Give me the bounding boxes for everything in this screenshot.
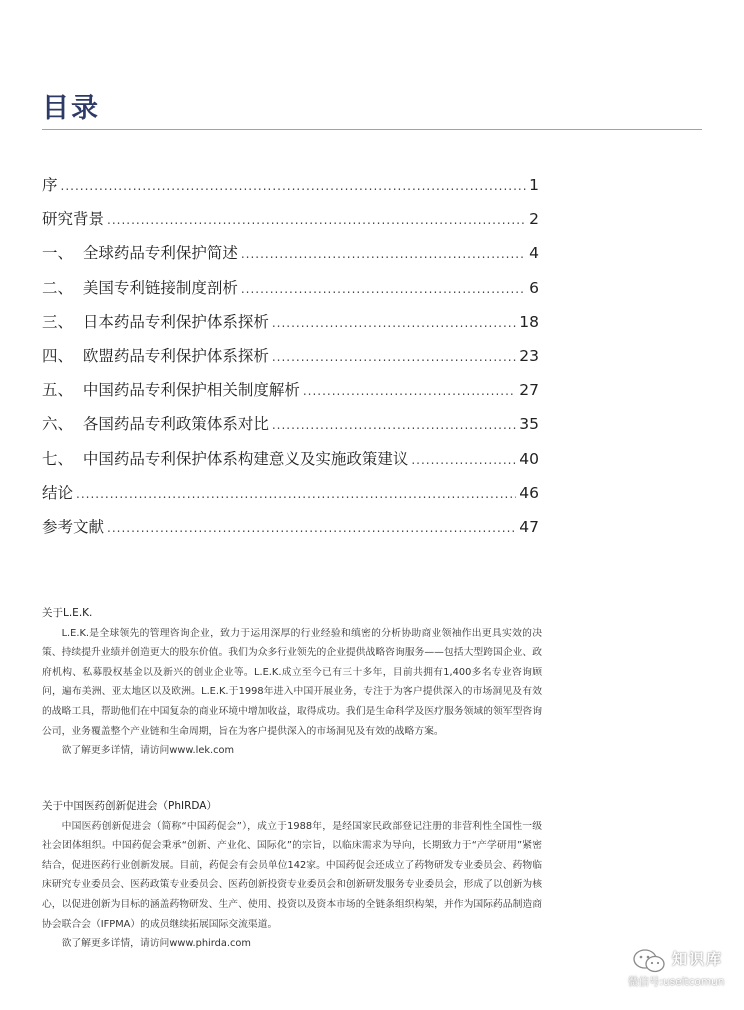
toc-leader-dots xyxy=(272,350,516,364)
toc-entry[interactable] xyxy=(42,447,539,481)
toc-entry-title: 参考文献 xyxy=(42,517,105,536)
toc-entry-page: 23 xyxy=(519,346,539,365)
toc-entry[interactable] xyxy=(42,310,539,344)
toc-entry-title: 七、 中国药品专利保护体系构建意义及实施政策建议 xyxy=(42,449,409,468)
toc-entry-page: 4 xyxy=(529,244,539,263)
watermark-name: 知识库 xyxy=(672,950,724,968)
toc-leader-dots xyxy=(411,453,516,467)
toc-leader-dots xyxy=(272,316,516,330)
about-lek-heading: 关于L.E.K. xyxy=(42,607,93,619)
watermark xyxy=(628,946,738,996)
page-title: 目录 xyxy=(42,93,100,124)
title-divider xyxy=(42,129,702,130)
toc-entry-title: 六、 各国药品专利政策体系对比 xyxy=(42,415,269,434)
toc-entry-title: 二、 美国专利链接制度剖析 xyxy=(42,278,238,297)
toc-entry[interactable] xyxy=(42,378,539,412)
toc-entry-page: 46 xyxy=(519,483,539,502)
toc-entry-title: 四、 欧盟药品专利保护体系探析 xyxy=(42,346,269,365)
toc-entry-page: 40 xyxy=(519,449,539,468)
about-phirda-body: 中国医药创新促进会（简称“中国药促会”），成立于1988年，是经国家民政部登记注册的非营利性全国性一级社会团体组织。中国药促会秉承“创新、产业化、国际化”的宗旨，以临床需求为导向，长期致力于“产学研用”紧密结合，促进医药行业创新发展。目前，药促会有会员单位142家。中国药促会还成立了药物研发专业委员会、药物临床研究专业委员会、医药政策专业委员会、医药创新投资专业委员会和创新研发服务专业委员会，形成了以创新为核心，以促进创新为目标的涵盖药物研发、生产、使用、投资以及资本市场的全链条组织构架，并作为国际药品制造商协会联合会（IFPMA）的成员继续拓展国际交流渠道。 xyxy=(42,820,542,930)
toc-entry-title: 序 xyxy=(42,176,58,194)
toc-entry-page: 1 xyxy=(529,176,539,194)
toc-entry-page: 6 xyxy=(529,278,539,297)
toc-leader-dots xyxy=(61,179,527,193)
about-phirda-more-info: 欲了解更多详情，请访问www.phirda.com xyxy=(61,938,251,950)
toc-entry-title: 结论 xyxy=(42,483,74,502)
wechat-icon xyxy=(628,946,672,976)
toc-entry-page: 18 xyxy=(519,312,539,331)
toc-entry-page: 2 xyxy=(529,210,539,229)
about-lek-more-info: 欲了解更多详情，请访问www.lek.com xyxy=(61,745,235,757)
toc-entry[interactable] xyxy=(42,241,539,275)
toc-leader-dots xyxy=(303,384,516,398)
toc-leader-dots xyxy=(107,521,516,535)
toc-entry-page: 27 xyxy=(519,381,539,400)
toc-entry-page: 47 xyxy=(519,517,539,536)
toc-entry-title: 三、 日本药品专利保护体系探析 xyxy=(42,312,269,331)
about-phirda-heading: 关于中国医药创新促进会（PhIRDA） xyxy=(42,800,217,812)
toc-leader-dots xyxy=(241,282,526,296)
toc-entry[interactable] xyxy=(42,207,539,241)
about-lek-body: L.E.K.是全球领先的管理咨询企业，致力于运用深厚的行业经验和缜密的分析协助商业领袖作出更具实效的决策、持续提升业绩并创造更大的股东价值。我们为众多行业领先的企业提供战略咨询服务——包括大型跨国企业、政府机构、私募股权基金以及新兴的创业企业等。L.E.K.成立至今已有三十多年，目前共拥有1,400多名专业咨询顾问，遍布美洲、亚太地区以及欧洲。L.E.K.于1998年进入中国开展业务，专注于为客户提供深入的市场洞见及有效的战略工具，帮助他们在中国复杂的商业环境中增加收益，取得成功。我们是生命科学及医疗服务领域的领军型咨询公司，业务覆盖整个产业链和生命周期，旨在为客户提供深入的市场洞见及有效的战略方案。 xyxy=(42,627,542,737)
table-of-contents xyxy=(42,173,539,549)
toc-entry-page: 35 xyxy=(519,415,539,434)
about-phirda-section xyxy=(42,797,542,954)
toc-leader-dots xyxy=(241,247,526,261)
toc-entry[interactable] xyxy=(42,344,539,378)
toc-entry[interactable] xyxy=(42,412,539,446)
watermark-id: 微信号:useitcomun xyxy=(628,976,725,988)
toc-entry-title: 一、 全球药品专利保护简述 xyxy=(42,244,238,263)
toc-leader-dots xyxy=(107,213,526,227)
toc-leader-dots xyxy=(76,487,516,501)
toc-leader-dots xyxy=(272,418,516,432)
toc-entry[interactable] xyxy=(42,276,539,310)
toc-entry[interactable] xyxy=(42,481,539,515)
toc-entry-title: 研究背景 xyxy=(42,210,105,229)
toc-entry[interactable] xyxy=(42,515,539,549)
toc-entry[interactable] xyxy=(42,173,539,207)
toc-entry-title: 五、 中国药品专利保护相关制度解析 xyxy=(42,381,300,400)
about-lek-section xyxy=(42,604,542,761)
